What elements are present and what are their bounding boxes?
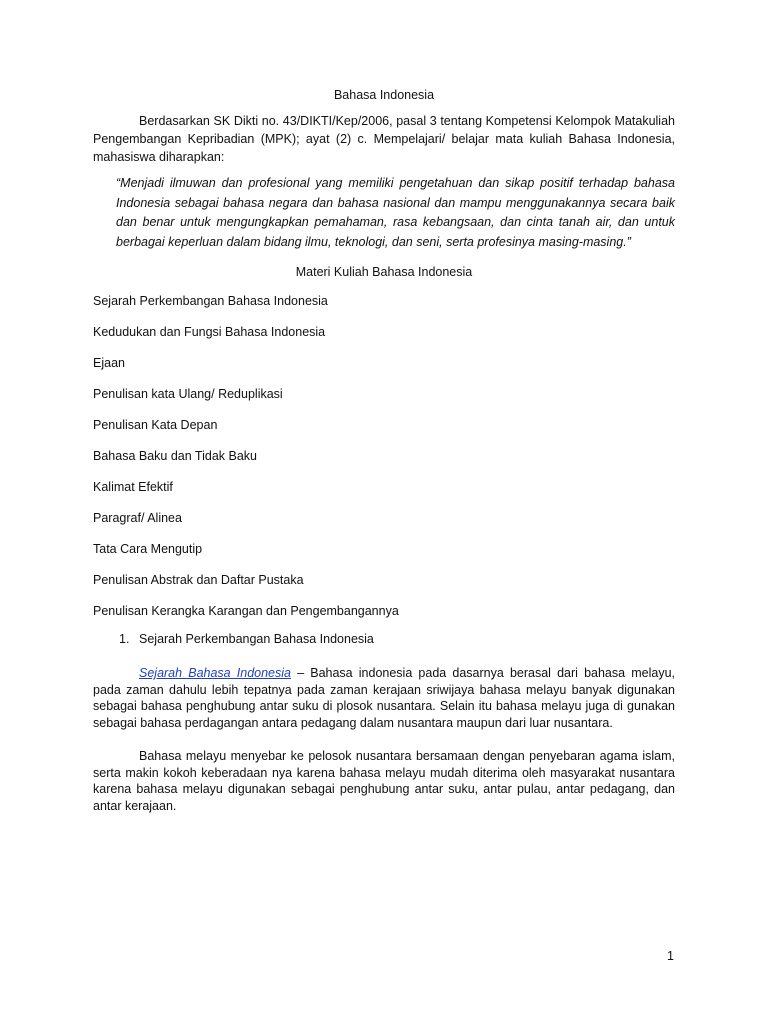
quote-paragraph: “Menjadi ilmuwan dan profesional yang memiliki pengetahuan dan sikap positif terhadap bahasa Indonesia sebagai bahasa negara dan bahasa nasional dan mampu menggunakannya secara baik dan benar untuk mengungkapkan pemahaman, rasa kebangsaan, dan cinta tanah air, dan untuk berbagai keperluan dalam bidang ilmu, teknologi, dan seni, serta profesinya masing-masing.” [116, 176, 675, 249]
topic-item: Penulisan Kerangka Karangan dan Pengembangannya [93, 604, 399, 618]
section-1-paragraph-2: Bahasa melayu menyebar ke pelosok nusantara bersamaan dengan penyebaran agama islam, serta makin kokoh keberadaan nya karena bahasa melayu mudah diterima oleh masyarakat nusantara karena bahasa melayu digunakan sebagai penghubung antar suku, antar pulau, antar pedagang, dan antar kerajaan. [93, 749, 675, 813]
paragraph-1-text: – Bahasa indonesia pada dasarnya berasal dari bahasa melayu, pada zaman dahulu lebih tepatnya pada zaman kerajaan sriwijaya bahasa melayu banyak digunakan sebagai bahasa penghubung antar suku di plosok nusantara. Selain itu bahasa melayu juga di gunakan sebagai bahasa perdagangan antara pedagang dalam nusantara maupun dari luar nusantara. [93, 666, 675, 730]
section-number: 1. [119, 632, 130, 646]
section-heading-text: Sejarah Perkembangan Bahasa Indonesia [139, 632, 374, 646]
topic-item: Paragraf/ Alinea [93, 511, 182, 525]
topic-item: Tata Cara Mengutip [93, 542, 203, 556]
page-number: 1 [667, 949, 674, 963]
intro-paragraph: Berdasarkan SK Dikti no. 43/DIKTI/Kep/2006, pasal 3 tentang Kompetensi Kelompok Matakuliah Pengembangan Kepribadian (MPK); ayat (2) c. Mempelajari/ belajar mata kuliah Bahasa Indonesia, mahasiswa diharapkan: [93, 114, 675, 164]
topic-item: Kedudukan dan Fungsi Bahasa Indonesia [93, 325, 326, 339]
topic-item: Bahasa Baku dan Tidak Baku [93, 449, 258, 463]
topic-item: Kalimat Efektif [93, 480, 173, 494]
section-subtitle: Materi Kuliah Bahasa Indonesia [295, 265, 473, 279]
topic-list [93, 292, 675, 633]
topic-item: Penulisan kata Ulang/ Reduplikasi [93, 387, 283, 401]
section-1-paragraph-1 [93, 665, 675, 731]
topic-item: Penulisan Kata Depan [93, 418, 218, 432]
topic-item: Penulisan Abstrak dan Daftar Pustaka [93, 573, 304, 587]
document-title: Bahasa Indonesia [333, 88, 435, 102]
section-1-heading [93, 630, 675, 648]
topic-item: Ejaan [93, 356, 125, 370]
topic-item: Sejarah Perkembangan Bahasa Indonesia [93, 294, 328, 308]
document-page [93, 86, 675, 814]
sejarah-link[interactable]: Sejarah Bahasa Indonesia [139, 666, 291, 680]
